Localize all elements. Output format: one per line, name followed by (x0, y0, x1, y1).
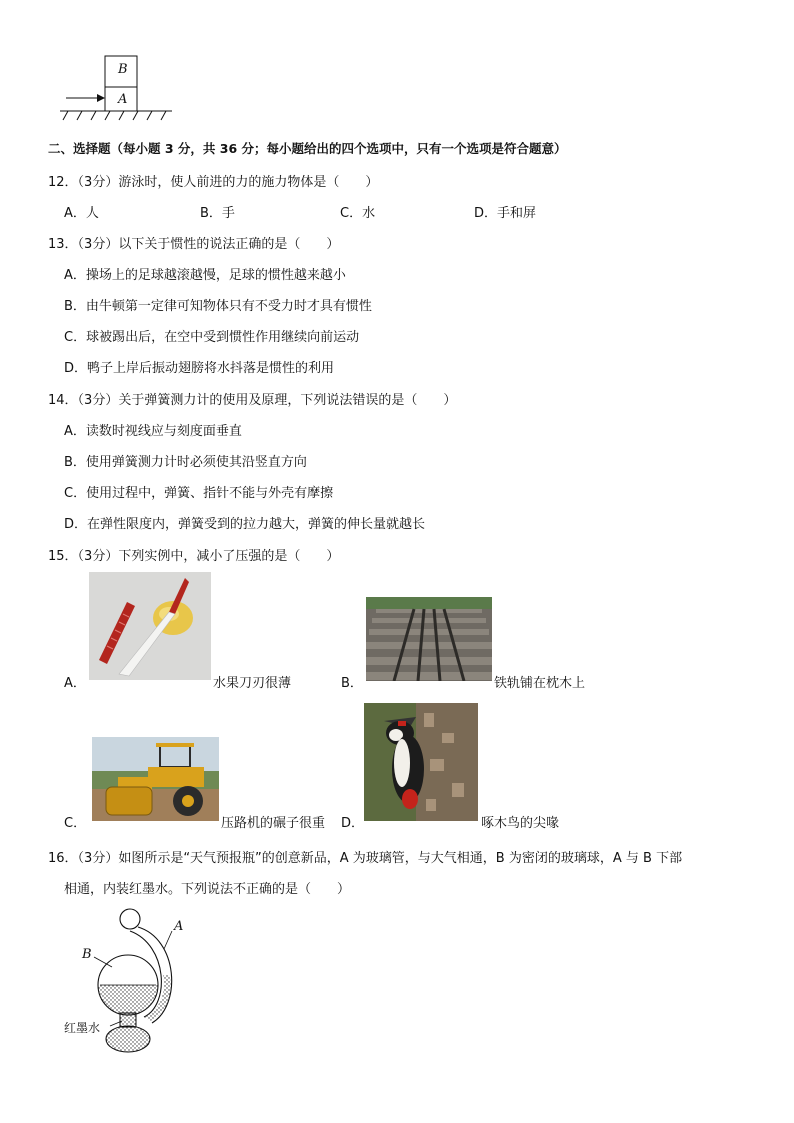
q15-option-b-caption: 铁轨铺在枕木上 (494, 676, 586, 691)
q12-option-b: B．手 (200, 206, 235, 221)
q12-stem: 12．（3分）游泳时，使人前进的力的施力物体是（ ） (48, 175, 379, 190)
q13-option-d: D．鸭子上岸后振动翅膀将水抖落是惯性的利用 (64, 361, 335, 376)
q16-stem-line1: 16．（3分）如图所示是“天气预报瓶”的创意新品，A 为玻璃管，与大气相通，B 为密闭的玻璃球，A 与 B 下部 (48, 851, 683, 866)
fruit-knife-photo (89, 572, 211, 680)
q15-option-a-caption: 水果刀刃很薄 (213, 676, 292, 691)
ball-b-label: B (82, 947, 92, 962)
q13-option-b: B．由牛顿第一定律可知物体只有不受力时才具有惯性 (64, 299, 372, 314)
q13-option-a: A．操场上的足球越滚越慢，足球的惯性越来越小 (64, 268, 346, 283)
tube-a-label: A (174, 919, 184, 934)
q15-option-d-letter: D． (341, 816, 365, 831)
q13-stem: 13．（3分）以下关于惯性的说法正确的是（ ） (48, 237, 340, 252)
railway-track-photo (366, 597, 492, 681)
q14-option-c: C．使用过程中，弹簧、指针不能与外壳有摩擦 (64, 486, 334, 501)
q12-option-a: A．人 (64, 206, 99, 221)
q16-stem-line2: 相通，内装红墨水。下列说法不正确的是（ ） (64, 882, 351, 897)
red-ink-label: 红墨水 (64, 1021, 101, 1035)
q15-stem: 15．（3分）下列实例中，减小了压强的是（ ） (48, 549, 340, 564)
q15-option-b-letter: B． (341, 676, 363, 691)
q12-option-d: D．手和屏 (474, 206, 537, 221)
blocks-figure (60, 50, 180, 130)
section-title: 二、选择题（每小题 3 分，共 36 分；每小题给出的四个选项中，只有一个选项是符合题意） (48, 141, 567, 156)
q12-option-c: C．水 (340, 206, 376, 221)
q15-option-c-caption: 压路机的碾子很重 (221, 816, 326, 831)
block-a-label: A (118, 92, 128, 107)
q14-option-d: D．在弹性限度内，弹簧受到的拉力越大，弹簧的伸长量就越长 (64, 517, 426, 532)
q14-stem: 14．（3分）关于弹簧测力计的使用及原理，下列说法错误的是（ ） (48, 393, 457, 408)
q13-option-c: C．球被踢出后，在空中受到惯性作用继续向前运动 (64, 330, 360, 345)
q15-option-c-letter: C． (64, 816, 87, 831)
q15-option-a-letter: A． (64, 676, 86, 691)
woodpecker-photo (364, 703, 478, 821)
road-roller-photo (92, 737, 219, 821)
q15-option-d-caption: 啄木鸟的尖喙 (481, 816, 560, 831)
block-b-label: B (118, 62, 128, 77)
q14-option-a: A．读数时视线应与刻度面垂直 (64, 424, 242, 439)
weather-bottle-figure (60, 905, 200, 1055)
q14-option-b: B．使用弹簧测力计时必须使其沿竖直方向 (64, 455, 307, 470)
